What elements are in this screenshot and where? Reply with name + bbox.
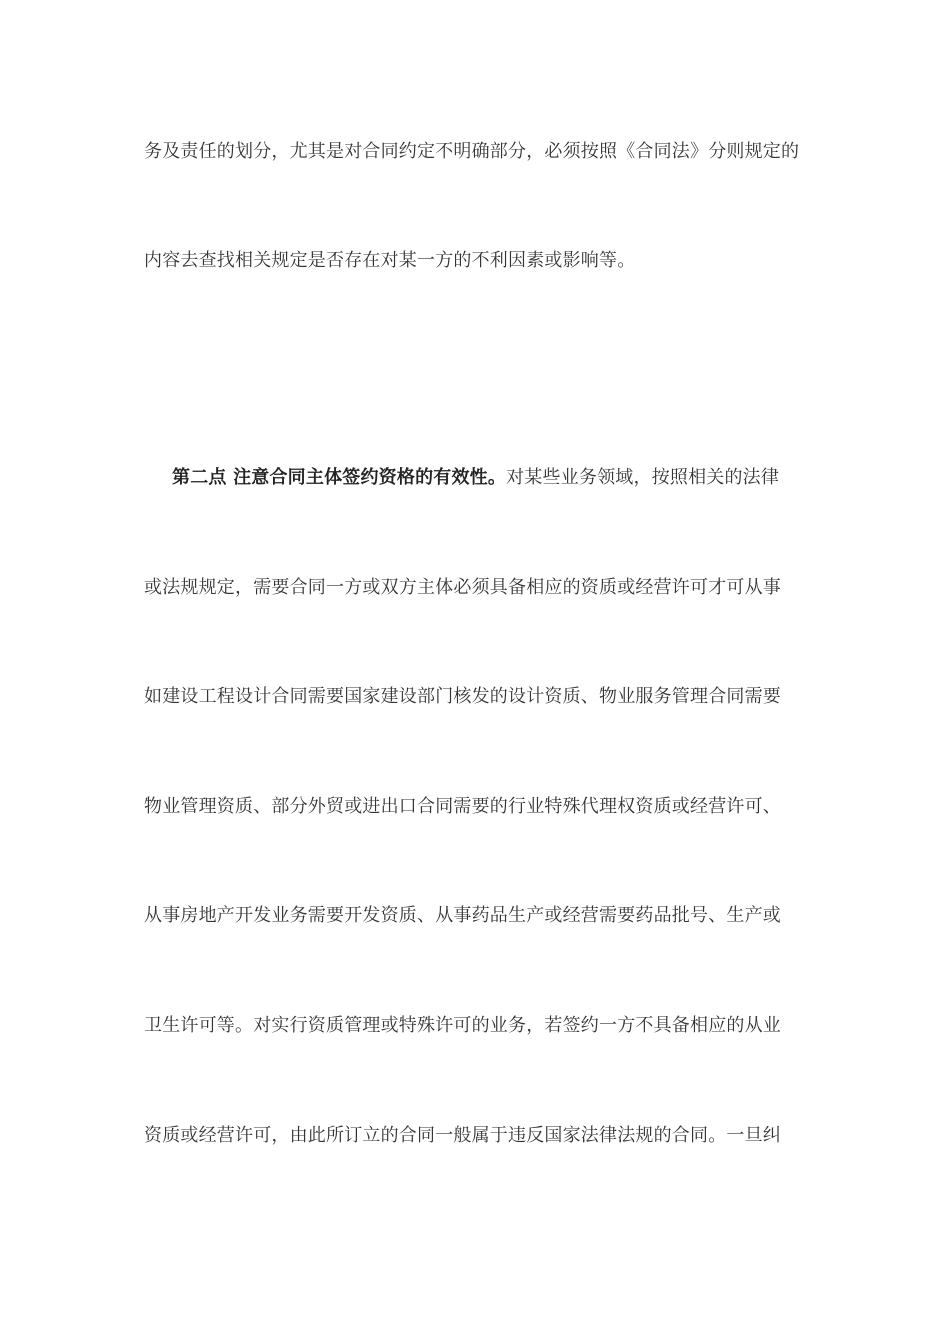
paragraph2-line-4: 物业管理资质、部分外贸或进出口合同需要的行业特殊代理权资质或经营许可、 xyxy=(144,796,781,817)
paragraph2-line-5: 从事房地产开发业务需要开发资质、从事药品生产或经营需要药品批号、生产或 xyxy=(144,905,781,926)
paragraph2-line-2: 或法规规定，需要合同一方或双方主体必须具备相应的资质或经营许可才可从事 xyxy=(144,577,781,598)
paragraph1-line-1: 务及责任的划分，尤其是对合同约定不明确部分，必须按照《合同法》分则规定的 xyxy=(144,141,800,162)
paragraph2-line-3: 如建设工程设计合同需要国家建设部门核发的设计资质、物业服务管理合同需要 xyxy=(144,686,781,707)
section-heading: 第二点 注意合同主体签约资格的有效性。 xyxy=(172,467,507,488)
paragraph2-line-1 xyxy=(172,466,808,490)
paragraph1-line-2: 内容去查找相关规定是否存在对某一方的不利因素或影响等。 xyxy=(144,250,636,271)
paragraph2-line-7: 资质或经营许可，由此所订立的合同一般属于违反国家法律法规的合同。一旦纠 xyxy=(144,1125,781,1146)
paragraph2-line-1-text: 对某些业务领域，按照相关的法律 xyxy=(506,467,780,488)
paragraph2-line-6: 卫生许可等。对实行资质管理或特殊许可的业务，若签约一方不具备相应的从业 xyxy=(144,1015,781,1036)
